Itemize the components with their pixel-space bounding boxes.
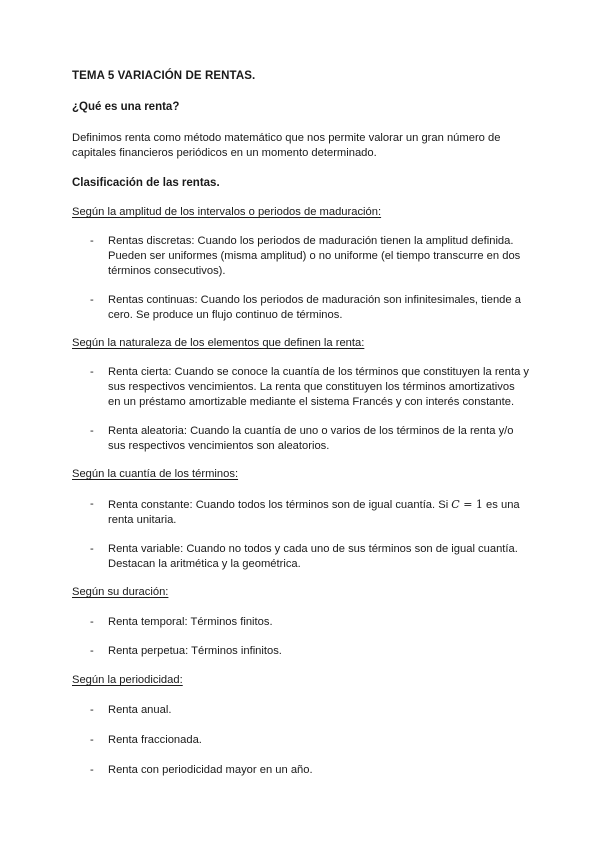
section-heading-amount: Según la cuantía de los términos: bbox=[72, 468, 239, 480]
list-item-text: Renta cierta: Cuando se conoce la cuantía de los términos que constituyen la renta y sus respectivos vencimientos. La renta que constituyen los términos amortizativos en un préstamo amortizable mediante el sistema Francés y con interés constante. bbox=[108, 366, 530, 408]
list-item bbox=[90, 542, 530, 572]
list-item-text: Rentas continuas: Cuando los periodos de maduración son infinitesimales, tiende a cero. Se produce un flujo continuo de términos. bbox=[108, 294, 521, 321]
dash-marker: - bbox=[90, 704, 94, 716]
list-item bbox=[90, 234, 530, 279]
dash-marker: - bbox=[90, 645, 94, 657]
list-item bbox=[90, 615, 530, 630]
dash-marker: - bbox=[90, 734, 94, 746]
list-item bbox=[90, 763, 530, 778]
section-heading-periodicity: Según la periodicidad: bbox=[72, 674, 183, 686]
definition-paragraph: Definimos renta como método matemático que nos permite valorar un gran número de capitales financieros periódicos en un momento determinado. bbox=[72, 132, 501, 159]
math-expression bbox=[451, 498, 483, 511]
section-heading-duration: Según su duración: bbox=[72, 586, 169, 598]
list-item-text: Renta variable: Cuando no todos y cada uno de sus términos son de igual cuantía. Destacan la aritmética y la geométrica. bbox=[108, 543, 518, 570]
document-title: TEMA 5 VARIACIÓN DE RENTAS. bbox=[72, 70, 256, 82]
section-heading-amplitude: Según la amplitud de los intervalos o periodos de maduración: bbox=[72, 206, 382, 218]
list-item-text: Renta fraccionada. bbox=[108, 734, 202, 746]
list-item bbox=[90, 644, 530, 659]
list-item-text-start: Renta constante: Cuando todos los términos son de igual cuantía. Si bbox=[108, 499, 449, 511]
list-item-text: Renta con periodicidad mayor en un año. bbox=[108, 764, 313, 776]
list-item-text: Renta perpetua: Términos infinitos. bbox=[108, 645, 282, 657]
list-item-text: Rentas discretas: Cuando los periodos de maduración tienen la amplitud definida. Pueden ser uniformes (misma amplitud) o no uniforme (el tiempo transcurre en dos términos consecutivos). bbox=[108, 235, 521, 277]
list-item-text: Renta temporal: Términos finitos. bbox=[108, 616, 273, 628]
math-variable: C bbox=[451, 498, 460, 511]
list-item bbox=[90, 365, 530, 410]
list-item-text: Renta anual. bbox=[108, 704, 172, 716]
list-item bbox=[90, 424, 530, 454]
dash-marker: - bbox=[90, 294, 94, 306]
list-item bbox=[90, 703, 530, 718]
dash-marker: - bbox=[90, 543, 94, 555]
dash-marker: - bbox=[90, 764, 94, 776]
list-item bbox=[90, 733, 530, 748]
classification-heading: Clasificación de las rentas. bbox=[72, 177, 220, 189]
list-item bbox=[90, 497, 530, 528]
dash-marker: - bbox=[90, 366, 94, 378]
list-item-text bbox=[108, 497, 530, 528]
list-item bbox=[90, 293, 530, 323]
question-heading: ¿Qué es una renta? bbox=[72, 101, 180, 113]
dash-marker: - bbox=[90, 425, 94, 437]
list-item-text: Renta aleatoria: Cuando la cuantía de uno o varios de los términos de la renta y/o sus respectivos vencimientos son aleatorios. bbox=[108, 425, 514, 452]
math-equality: = 1 bbox=[459, 498, 483, 511]
dash-marker: - bbox=[90, 235, 94, 247]
dash-marker: - bbox=[90, 616, 94, 628]
list-item-text-end: es una renta unitaria. bbox=[108, 499, 520, 526]
section-heading-nature: Según la naturaleza de los elementos que definen la renta: bbox=[72, 337, 365, 349]
dash-marker: - bbox=[90, 498, 94, 510]
